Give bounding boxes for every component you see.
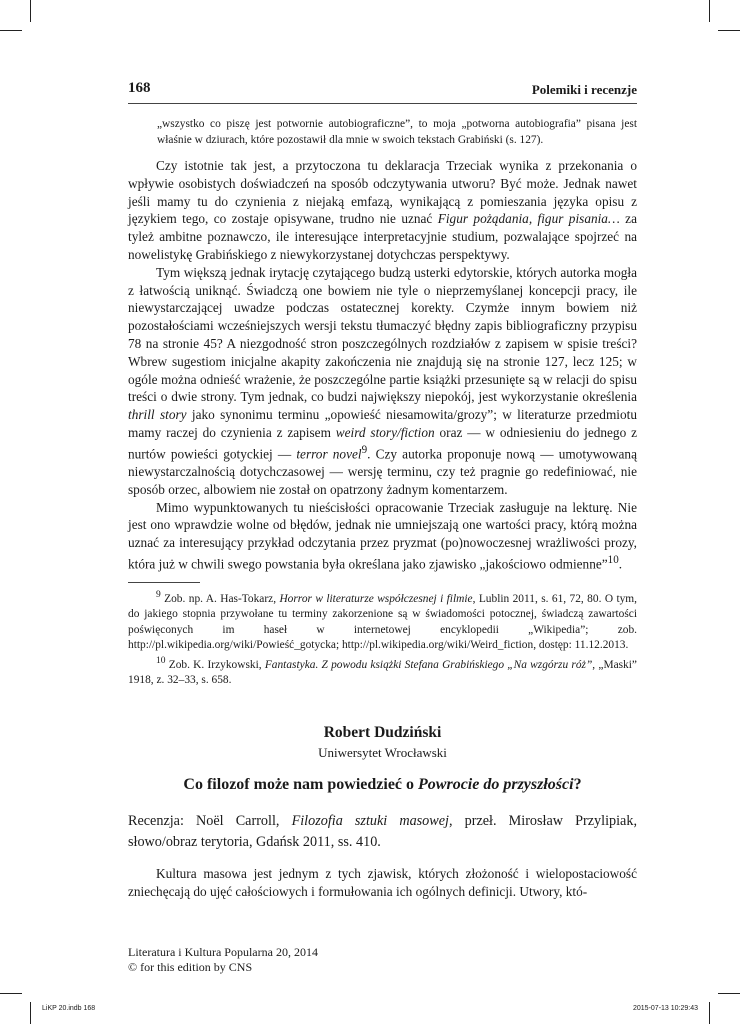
footnote-rule	[128, 582, 200, 583]
crop-mark	[709, 0, 710, 22]
crop-mark	[30, 1002, 31, 1024]
crop-mark	[709, 1002, 710, 1024]
main-text	[128, 157, 637, 573]
footnote: $^9$ Zob. np. A. Has-Tokarz, Horror w literaturze współczesnej i filmie, Lublin 2011, s. 61, 72, 80. O tym, do jakiego stopnia przywołane tu terminy zakorzenione są w świadomości potocznej, świadczą zawartości poświęconych im haseł w internetowej encyklopedii „Wikipedia”; zob. http://pl.wikipedia.org/wiki/Powieść_gotycka; http://pl.wikipedia.org/wiki/Weird_fiction, dostęp: 11.12.2013.	[128, 590, 638, 652]
review-title: Co filozof może nam powiedzieć o Powrocie do przyszłości?	[183, 776, 582, 793]
crop-mark	[0, 993, 22, 994]
paragraph: Kultura masowa jest jednym z tych zjawisk, których złożoność i wielopostaciowość zniechęcają do ujęć całościowych i formułowania ich ogólnych definicji. Utwory, któ-	[128, 866, 637, 899]
review-affiliation: Uniwersytet Wrocławski	[318, 745, 447, 760]
block-quote: „wszystko co piszę jest potwornie autobiograficzne”, to moja „potworna autobiografia” pisana jest właśnie w dziurach, które pozostawił dla mnie w swoich tekstach Grabiński (s. 127).	[157, 118, 637, 146]
crop-mark	[30, 0, 31, 22]
footnote: $^{10}$ Zob. K. Irzykowski, Fantastyka. Z powodu książki Stefana Grabińskiego „Na wzgórzu róż”, „Maski” 1918, z. 32–33, s. 658.	[128, 655, 637, 687]
crop-mark	[0, 30, 22, 31]
footnotes	[128, 588, 637, 689]
review-bibliography: Recenzja: Noël Carroll, Filozofia sztuki masowej, przeł. Mirosław Przylipiak, słowo/obraz terytoria, Gdańsk 2011, ss. 410.	[128, 813, 637, 850]
page-number: 168	[128, 80, 151, 96]
print-slug-left: LiKP 20.indb 168	[42, 1005, 96, 1012]
crop-mark	[718, 993, 740, 994]
paragraph: Czy istotnie tak jest, a przytoczona tu deklaracja Trzeciak wynika z przekonania o wpływie osobistych doświadczeń na sposób odczytywania utworu? Być może. Jednak nawet jeśli mamy tu do czynienia z niejaką emfazą, wynikającą z pomieszania języka opisu z językiem tego, co zostaje opisywane, trudno nie uznać Figur pożądania, figur pisania… za tyleż ambitne poznawczo, ile interesujące interpretacyjnie studium, pozwalające spojrzeć na nowelistykę Grabińskiego z niewykorzystanej dotychczas perspektywy.	[128, 158, 637, 262]
crop-mark	[718, 30, 740, 31]
header-rule	[128, 103, 637, 104]
print-slug-right: 2015-07-13 10:29:43	[633, 1005, 698, 1012]
copyright: © for this edition by CNS	[128, 960, 253, 974]
journal-info: Literatura i Kultura Popularna 20, 2014	[128, 945, 318, 959]
footnote-ref: 10	[607, 553, 619, 566]
paragraph: Mimo wypunktowanych tu nieścisłości opracowanie Trzeciak zasługuje na lekturę. Nie jest ono wprawdzie wolne od błędów, jednak nie umniejszają one wartości pracy, którą można uznać za interesujący przykład odczytania przez pryzmat (po)nowoczesnej wrażliwości prozy, która już w chwili swego powstania była określana jako zjawisko „jakościowo odmienne”$^{10}$.	[128, 499, 637, 572]
review-text	[128, 865, 637, 901]
page-footer	[128, 945, 318, 975]
running-head: Polemiki i recenzje	[531, 82, 637, 97]
paragraph: Tym większą jednak irytację czytającego budzą usterki edytorskie, których autorka mogła z łatwością uniknąć. Świadczą one bowiem nie tyle o nieprzemyślanej koncepcji pracy, ile niewystarczającej uwadze podczas ostatecznej korekty. Czymże innym bowiem niż pozostałościami wcześniejszych wersji tekstu tłumaczyć błędny zapis bibliograficzny przypisu 78 na stronie 45? A niezgodność stron poszczególnych rozdziałów z zapisem w spisie treści? Wbrew sugestiom inicjalne akapity zakończenia nie znajdują się na stronie 127, lecz 125; w ogóle można odnieść wrażenie, że poszczególne partie książki przesunięte są w relacji do spisu treści o dwie strony. Tym jednak, co budzi największy niepokój, jest wykorzystanie określenia thrill story jako synonimu terminu „opowieść niesamowita/grozy”; w literaturze przedmiotu mamy raczej do czynienia z zapisem weird story/fiction oraz — w odniesieniu do jednego z nurtów powieści gotyckiej — terror novel$^9$. Czy autorka proponuje nową — umotywowaną niewystarczalnością dotychczasowej — wersję terminu, czy też pragnie go redefiniować, nie sposób orzec, albowiem nie został on opatrzony żadnym komentarzem.	[128, 264, 637, 497]
review-author: Robert Dudziński	[323, 724, 442, 741]
footnote-ref: 9	[361, 443, 368, 456]
